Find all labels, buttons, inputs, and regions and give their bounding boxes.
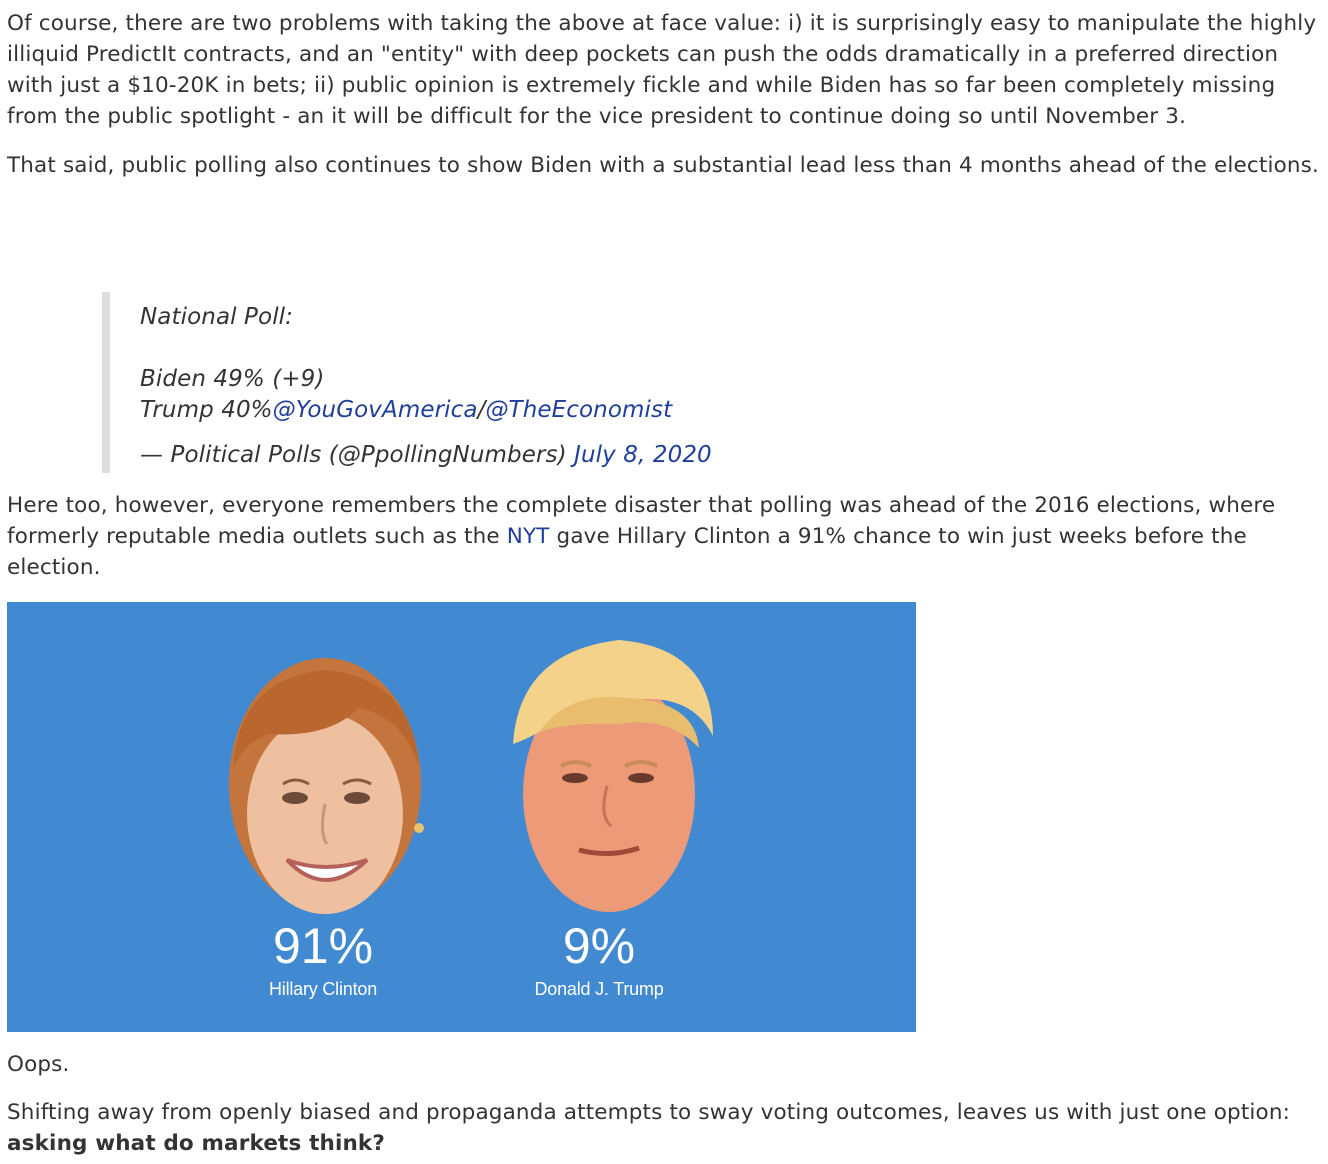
paragraph-2016-polling (7, 490, 1321, 583)
p5-text-before: Shifting away from openly biased and propaganda attempts to sway voting outcomes, leaves us with just one option: (7, 1100, 1291, 1125)
tweet-date-link[interactable]: July 8, 2020 (574, 442, 712, 468)
paragraph-markets (7, 1097, 1321, 1159)
trump-percent: 9% (562, 918, 636, 974)
tweet-attribution (140, 440, 1002, 471)
clinton-percent: 91% (272, 918, 374, 974)
tweet-line-biden: Biden 49% (+9) (140, 366, 325, 392)
clinton-name: Hillary Clinton (268, 979, 378, 999)
trump-name: Donald J. Trump (534, 979, 664, 999)
trump-face-image (499, 632, 719, 916)
p3-text-after: gave Hillary Clinton a 91% chance to win just weeks before the election. (7, 524, 1247, 580)
mention-yougov-link[interactable]: @YouGovAmerica (272, 397, 478, 423)
mention-economist-link[interactable]: @TheEconomist (485, 397, 673, 423)
tweet-line-trump (140, 395, 1002, 426)
tweet-heading: National Poll: (140, 304, 294, 330)
embedded-tweet-quote (102, 292, 1002, 473)
p5-bold-question: asking what do markets think? (7, 1131, 385, 1156)
paragraph-predictit-problems: Of course, there are two problems with taking the above at face value: i) it is surprisingly easy to manipulate the highly illiquid PredictIt contracts, and an "entity" with deep pockets can push the odds dramatically in a preferred direction with just a $10-20K in bets; ii) public opinion is extremely fickle and while Biden has so far been completely missing from the public spotlight - an it will be difficult for the vice president to continue doing so until November 3. (7, 11, 1317, 129)
tweet-separator: / (477, 397, 486, 423)
tweet-author: — Political Polls (@PpollingNumbers) (140, 442, 575, 468)
tweet-trump-text: Trump 40% (140, 397, 273, 423)
clinton-face-image (209, 638, 441, 920)
p3-text-before: Here too, however, everyone remembers the complete disaster that polling was ahead of the 2016 elections, where formerly reputable media outlets such as the (7, 493, 1276, 549)
tweet-spacer (140, 333, 1002, 364)
nyt-2016-odds-graphic (7, 602, 916, 1032)
nyt-link[interactable]: NYT (506, 524, 550, 549)
paragraph-oops: Oops. (7, 1052, 70, 1077)
paragraph-polling-lead: That said, public polling also continues to show Biden with a substantial lead less than 4 months ahead of the elections. (7, 153, 1320, 178)
article-body (7, 8, 1321, 181)
